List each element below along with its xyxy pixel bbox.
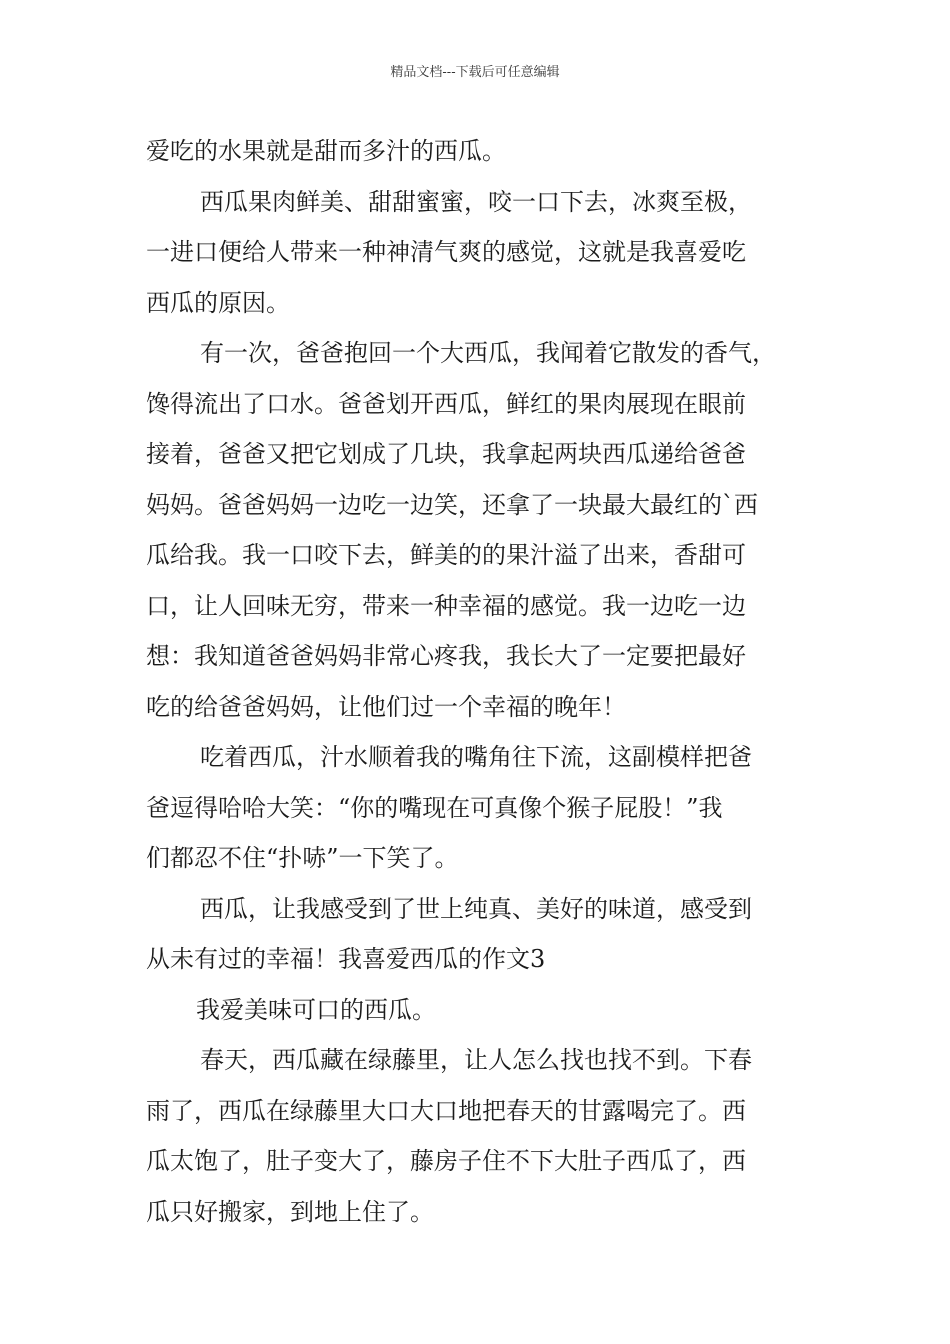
text-line: 吃的给爸爸妈妈，让他们过一个幸福的晚年！: [146, 692, 626, 721]
text-line: 雨了，西瓜在绿藤里大口大口地把春天的甘露喝完了。西: [146, 1096, 746, 1125]
text-line: 西瓜果肉鲜美、甜甜蜜蜜，咬一口下去，冰爽至极，: [200, 187, 752, 216]
text-line: 瓜给我。我一口咬下去，鲜美的的果汁溢了出来，香甜可: [146, 541, 746, 569]
text-line: 们都忍不住“扑哧”一下笑了。: [146, 844, 459, 872]
text-line: 爱吃的水果就是甜而多汁的西瓜。: [146, 137, 506, 165]
text-line: 瓜太饱了，肚子变大了，藤房子住不下大肚子西瓜了，西: [146, 1147, 746, 1175]
document-body: [146, 126, 810, 1237]
text-line: 春天，西瓜藏在绿藤里，让人怎么找也找不到。下春: [200, 1046, 752, 1074]
text-line: 想：我知道爸爸妈妈非常心疼我，我长大了一定要把最好: [146, 642, 746, 670]
text-line: 一进口便给人带来一种神清气爽的感觉，这就是我喜爱吃: [146, 238, 746, 266]
page-header: 精品文档---下载后可任意编辑: [390, 65, 560, 80]
text-line: 接着，爸爸又把它划成了几块，我拿起两块西瓜递给爸爸: [146, 440, 746, 468]
text-line: 馋得流出了口水。爸爸划开西瓜，鲜红的果肉展现在眼前: [146, 389, 746, 418]
text-line: 西瓜，让我感受到了世上纯真、美好的味道，感受到: [200, 894, 752, 923]
text-line: 吃着西瓜，汁水顺着我的嘴角往下流，这副模样把爸: [200, 743, 752, 771]
text-line: 瓜只好搬家，到地上住了。: [146, 1197, 434, 1226]
text-line: 妈妈。爸爸妈妈一边吃一边笑，还拿了一块最大最红的`西: [146, 490, 758, 519]
text-line: 口，让人回味无穷，带来一种幸福的感觉。我一边吃一边: [146, 591, 746, 620]
text-line: 从未有过的幸福！我喜爱西瓜的作文3: [146, 945, 546, 973]
text-line: 我爱美味可口的西瓜。: [196, 995, 436, 1024]
text-line: 有一次，爸爸抱回一个大西瓜，我闻着它散发的香气，: [200, 339, 776, 367]
text-line: 爸逗得哈哈大笑：“你的嘴现在可真像个猴子屁股！”我: [146, 793, 723, 822]
text-line: 西瓜的原因。: [146, 288, 290, 317]
